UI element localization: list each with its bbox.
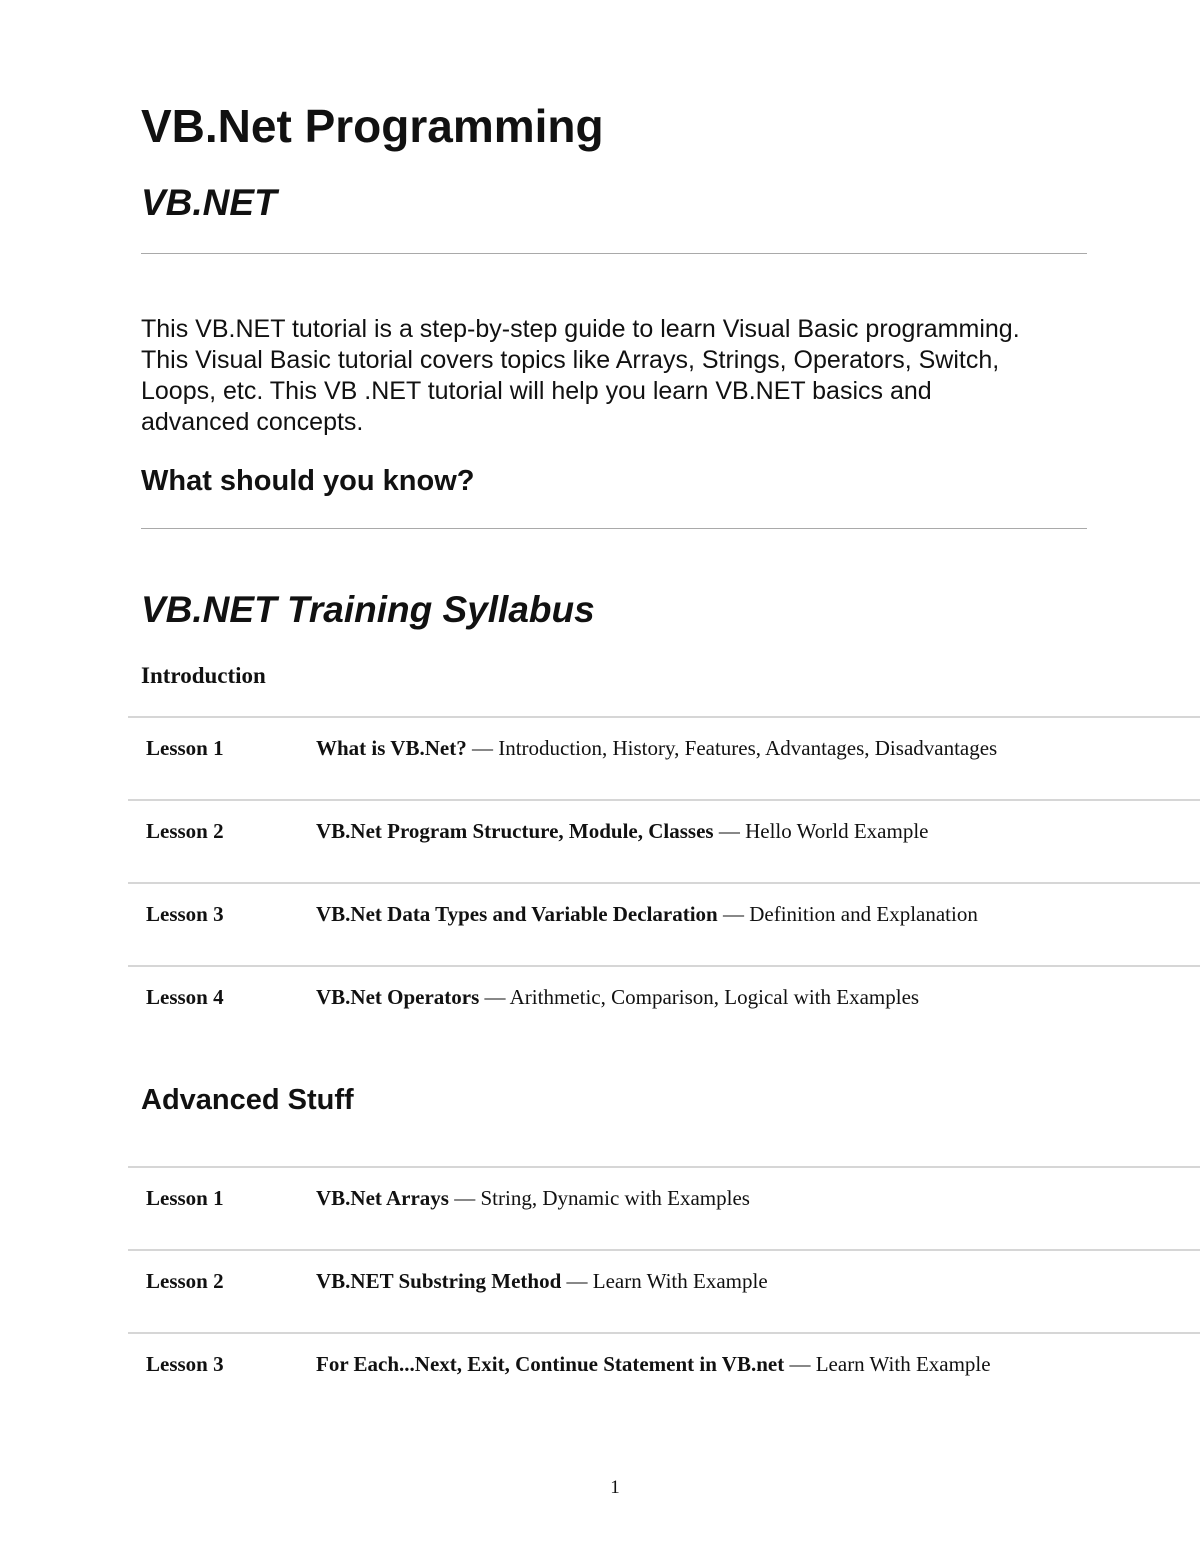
intro-line: Loops, etc. This VB .NET tutorial will help you learn VB.NET basics and [141, 377, 932, 405]
lesson-description: String, Dynamic with Examples [480, 1186, 750, 1210]
lesson-number: Lesson 3 [146, 902, 224, 926]
lesson-link[interactable]: VB.Net Program Structure, Module, Classes [316, 819, 714, 843]
lesson-topic [316, 1184, 750, 1212]
lesson-link[interactable]: VB.Net Operators [316, 985, 480, 1009]
table-row [128, 1249, 1200, 1332]
page-subtitle: VB.NET [141, 182, 277, 223]
divider [141, 528, 1087, 529]
lesson-separator: — [713, 819, 746, 843]
table-row [128, 799, 1200, 882]
introduction-lessons-table [128, 716, 1200, 1048]
table-row [128, 1166, 1200, 1249]
lesson-description: Definition and Explanation [749, 902, 978, 926]
lesson-link[interactable]: What is VB.Net? [316, 736, 467, 760]
lesson-separator: — [448, 1186, 481, 1210]
lesson-topic [316, 900, 978, 928]
lesson-number: Lesson 4 [146, 985, 224, 1009]
page-number: 1 [610, 1477, 620, 1498]
lesson-topic [316, 1350, 991, 1378]
lesson-link[interactable]: VB.Net Data Types and Variable Declaration [316, 902, 718, 926]
intro-line: This Visual Basic tutorial covers topics like Arrays, Strings, Operators, Switch, [141, 346, 1000, 374]
table-row [128, 882, 1200, 965]
intro-paragraph [141, 314, 1101, 438]
lesson-separator: — [784, 1352, 816, 1376]
divider [141, 253, 1087, 254]
table-row [128, 1332, 1200, 1415]
lesson-number: Lesson 1 [146, 736, 224, 760]
syllabus-heading: VB.NET Training Syllabus [141, 589, 595, 630]
intro-line: advanced concepts. [141, 408, 364, 436]
lesson-description: Learn With Example [592, 1269, 768, 1293]
page-title: VB.Net Programming [141, 100, 604, 152]
lesson-topic [316, 817, 928, 845]
lesson-separator: — [561, 1269, 593, 1293]
intro-line: This VB.NET tutorial is a step-by-step guide to learn Visual Basic programming. [141, 315, 1020, 343]
table-row [128, 716, 1200, 799]
lesson-number: Lesson 3 [146, 1352, 224, 1376]
lesson-number: Lesson 2 [146, 1269, 224, 1293]
lesson-description: Introduction, History, Features, Advantages, Disadvantages [498, 736, 998, 760]
lesson-topic [316, 1267, 768, 1295]
table-row [128, 965, 1200, 1048]
lesson-separator: — [479, 985, 510, 1009]
lesson-description: Hello World Example [745, 819, 929, 843]
advanced-lessons-table [128, 1166, 1200, 1415]
lesson-number: Lesson 1 [146, 1186, 224, 1210]
lesson-link[interactable]: VB.NET Substring Method [316, 1269, 562, 1293]
introduction-heading: Introduction [141, 663, 266, 688]
lesson-topic [316, 734, 997, 762]
lesson-number: Lesson 2 [146, 819, 224, 843]
lesson-topic [316, 983, 919, 1011]
lesson-link[interactable]: VB.Net Arrays [316, 1186, 449, 1210]
lesson-description: Arithmetic, Comparison, Logical with Examples [509, 985, 920, 1009]
lesson-separator: — [466, 736, 499, 760]
advanced-heading: Advanced Stuff [141, 1084, 354, 1116]
lesson-link[interactable]: For Each...Next, Exit, Continue Statement in VB.net [316, 1352, 785, 1376]
know-heading: What should you know? [141, 465, 475, 497]
lesson-separator: — [717, 902, 750, 926]
lesson-description: Learn With Example [815, 1352, 991, 1376]
